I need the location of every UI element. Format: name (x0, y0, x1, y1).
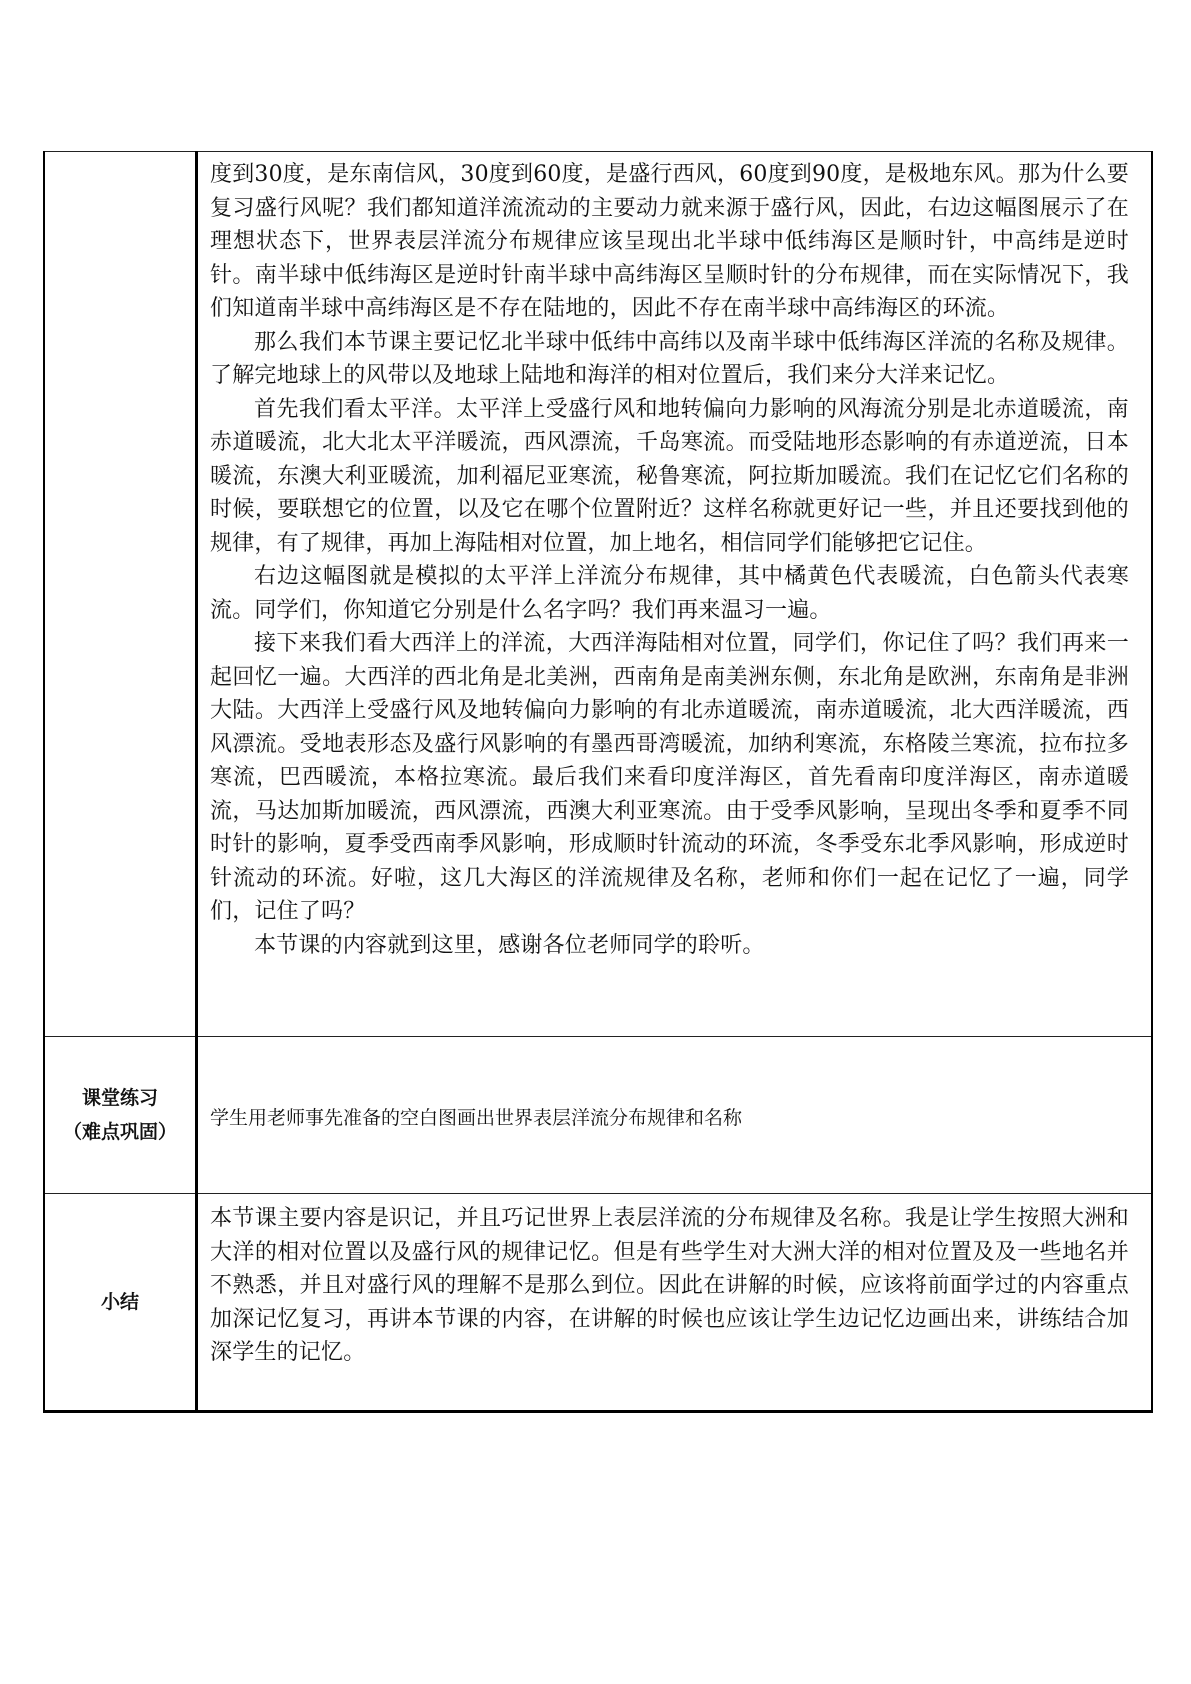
lesson-plan-table (43, 151, 1153, 1413)
paragraph-atlantic-indian-ocean: 接下来我们看大西洋上的洋流，大西洋海陆相对位置，同学们，你记住了吗？我们再来一起回忆一遍。大西洋的西北角是北美洲，西南角是南美洲东侧，东北角是欧洲，东南角是非洲大陆。大西洋上受盛行风及地转偏向力影响的有北赤道暖流，南赤道暖流，北大西洋暖流，西风漂流。受地表形态及盛行风影响的有墨西哥湾暖流，加纳利寒流，东格陵兰寒流，拉布拉多寒流，巴西暖流，本格拉寒流。最后我们来看印度洋海区，首先看南印度洋海区，南赤道暖流，马达加斯加暖流，西风漂流，西澳大利亚寒流。由于受季风影响，呈现出冬季和夏季不同时针的影响，夏季受西南季风影响，形成顺时针流动的环流，冬季受东北季风影响，形成逆时针流动的环流。好啦，这几大海区的洋流规律及名称，老师和你们一起在记忆了一遍，同学们，记住了吗？ (210, 631, 1129, 924)
practice-text: 学生用老师事先准备的空白图画出世界表层洋流分布规律和名称 (210, 1107, 743, 1129)
table-row-summary (44, 1194, 1152, 1412)
paragraph-pacific-ocean: 首先我们看太平洋。太平洋上受盛行风和地转偏向力影响的风海流分别是北赤道暖流，南赤道暖流，北大北太平洋暖流，西风漂流，千岛寒流。而受陆地形态影响的有赤道逆流，日本暖流，东澳大利亚暖流，加利福尼亚寒流，秘鲁寒流，阿拉斯加暖流。我们在记忆它们名称的时候，要联想它的位置，以及它在哪个位置附近？这样名称就更好记一些，并且还要找到他的规律，有了规律，再加上海陆相对位置，加上地名，相信同学们能够把它记住。 (210, 396, 1129, 556)
summary-label: 小结 (44, 1194, 197, 1412)
teaching-process-content (197, 152, 1153, 1037)
practice-content (197, 1037, 1153, 1194)
paragraph-wind-belts: 度到30度，是东南信风，30度到60度，是盛行西风，60度到90度，是极地东风。那为什么要复习盛行风呢？我们都知道洋流流动的主要动力就来源于盛行风，因此，右边这幅图展示了在理想状态下，世界表层洋流分布规律应该呈现出北半球中低纬海区是顺时针，中高纬是逆时针。南半球中低纬海区是逆时针南半球中高纬海区呈顺时针的分布规律，而在实际情况下，我们知道南半球中高纬海区是不存在陆地的，因此不存在南半球中高纬海区的环流。 (210, 162, 1129, 321)
practice-label (44, 1037, 197, 1194)
summary-text: 本节课主要内容是识记，并且巧记世界上表层洋流的分布规律及名称。我是让学生按照大洲和大洋的相对位置以及盛行风的规律记忆。但是有些学生对大洲大洋的相对位置及及一些地名并不熟悉，并且对盛行风的理解不是那么到位。因此在讲解的时候，应该将前面学过的内容重点加深记忆复习，再讲本节课的内容，在讲解的时候也应该让学生边记忆边画出来，讲练结合加深学生的记忆。 (210, 1206, 1129, 1365)
row-label-empty (44, 152, 197, 1037)
practice-label-subtitle: （难点巩固） (62, 1121, 177, 1143)
table-row-practice (44, 1037, 1152, 1194)
table-row-teaching-process (44, 152, 1152, 1037)
paragraph-closing: 本节课的内容就到这里，感谢各位老师同学的聆听。 (254, 932, 765, 958)
practice-label-title: 课堂练习 (81, 1087, 158, 1109)
paragraph-pacific-figure: 右边这幅图就是模拟的太平洋上洋流分布规律，其中橘黄色代表暖流，白色箭头代表寒流。同学们，你知道它分别是什么名字吗？我们再来温习一遍。 (210, 564, 1129, 623)
summary-content (197, 1194, 1153, 1412)
paragraph-lesson-focus: 那么我们本节课主要记忆北半球中低纬中高纬以及南半球中低纬海区洋流的名称及规律。了解完地球上的风带以及地球上陆地和海洋的相对位置后，我们来分大洋来记忆。 (210, 329, 1129, 388)
